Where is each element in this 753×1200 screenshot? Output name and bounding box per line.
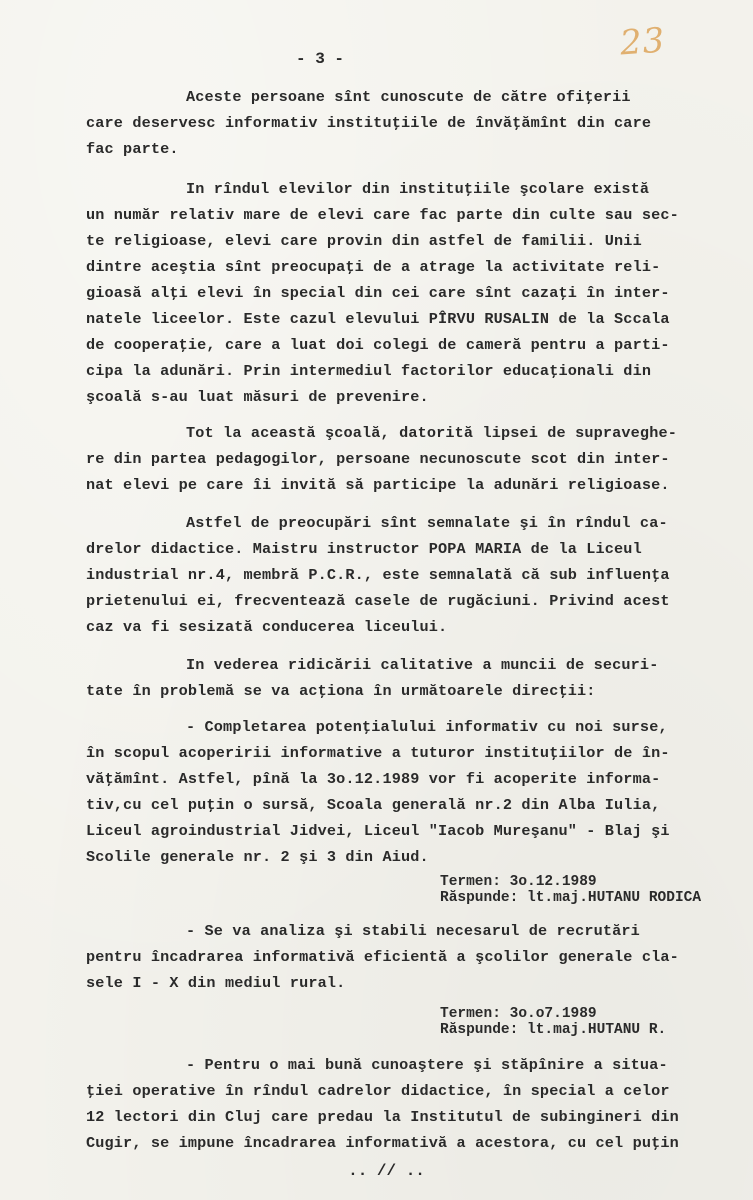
- text-line: In vederea ridicării calitative a muncii de securi-: [186, 656, 659, 674]
- text-line: tiv,cu cel puţin o sursă, Scoala generală nr.2 din Alba Iulia,: [86, 796, 661, 814]
- text-line: cipa la adunări. Prin intermediul factorilor educaţionali din: [86, 362, 652, 380]
- continuation-marker: .. // ..: [348, 1162, 425, 1180]
- text-line: văţămînt. Astfel, pînă la 3o.12.1989 vor fi acoperite informa-: [86, 770, 661, 788]
- text-line: prietenului ei, frecventează casele de rugăciuni. Privind acest: [86, 592, 670, 610]
- handwritten-page-number: 23: [618, 20, 667, 64]
- text-line: Astfel de preocupări sînt semnalate şi în rîndul ca-: [186, 514, 668, 532]
- text-line: 12 lectori din Cluj care predau la Institutul de subingineri din: [86, 1108, 679, 1126]
- text-line: re din partea pedagogilor, persoane necunoscute scot din inter-: [86, 450, 670, 468]
- responsible-line: Răspunde: lt.maj.HUTANU RODICA: [440, 890, 702, 906]
- text-line: - Se va analiza şi stabili necesarul de recrutări: [186, 922, 640, 940]
- text-line: caz va fi sesizată conducerea liceului.: [86, 618, 448, 636]
- text-line: fac parte.: [86, 140, 179, 158]
- text-line: In rîndul elevilor din instituţiile şcolare există: [186, 180, 650, 198]
- text-line: dintre aceştia sînt preocupaţi de a atrage la activitate reli-: [86, 258, 661, 276]
- text-line: - Pentru o mai bună cunoaştere şi stăpînire a situa-: [186, 1056, 668, 1074]
- text-line: ţiei operative în rîndul cadrelor didactice, în special a celor: [86, 1082, 670, 1100]
- text-line: industrial nr.4, membră P.C.R., este semnalată că sub influenţa: [86, 566, 670, 584]
- text-line: Aceste persoane sînt cunoscute de către ofiţerii: [186, 88, 631, 106]
- text-line: nat elevi pe care îi invită să participe la adunări religioase.: [86, 476, 670, 494]
- text-line: natele liceelor. Este cazul elevului PÎRVU RUSALIN de la Sccala: [86, 310, 670, 328]
- text-line: de cooperaţie, care a luat doi colegi de cameră pentru a parti-: [86, 336, 670, 354]
- text-line: - Completarea potenţialului informativ cu noi surse,: [186, 718, 668, 736]
- text-line: în scopul acoperirii informative a tuturor instituţiilor de în-: [86, 744, 670, 762]
- text-line: tate în problemă se va acţiona în următoarele direcţii:: [86, 682, 596, 700]
- text-line: un număr relativ mare de elevi care fac parte din culte sau sec-: [86, 206, 679, 224]
- text-line: gioasă alţi elevi în special din cei care sînt cazaţi în inter-: [86, 284, 670, 302]
- text-line: pentru încadrarea informativă eficientă a şcolilor generale cla-: [86, 948, 679, 966]
- text-line: te religioase, elevi care provin din astfel de familii. Unii: [86, 232, 642, 250]
- text-line: Liceul agroindustrial Jidvei, Liceul "Iacob Mureşanu" - Blaj şi: [86, 822, 670, 840]
- text-line: Cugir, se impune încadrarea informativă a acestora, cu cel puţin: [86, 1134, 679, 1152]
- text-line: Scolile generale nr. 2 şi 3 din Aiud.: [86, 848, 429, 866]
- page-number: - 3 -: [295, 50, 344, 68]
- responsible-line: Răspunde: lt.maj.HUTANU R.: [440, 1022, 667, 1038]
- text-line: drelor didactice. Maistru instructor POPA MARIA de la Liceul: [86, 540, 642, 558]
- deadline-line: Termen: 3o.o7.1989: [440, 1006, 597, 1022]
- text-line: sele I - X din mediul rural.: [86, 974, 346, 992]
- text-line: care deservesc informativ instituţiile de învăţămînt din care: [86, 114, 652, 132]
- deadline-line: Termen: 3o.12.1989: [440, 874, 597, 890]
- text-line: Tot la această şcoală, datorită lipsei de supraveghe-: [186, 424, 677, 442]
- text-line: şcoală s-au luat măsuri de prevenire.: [86, 388, 429, 406]
